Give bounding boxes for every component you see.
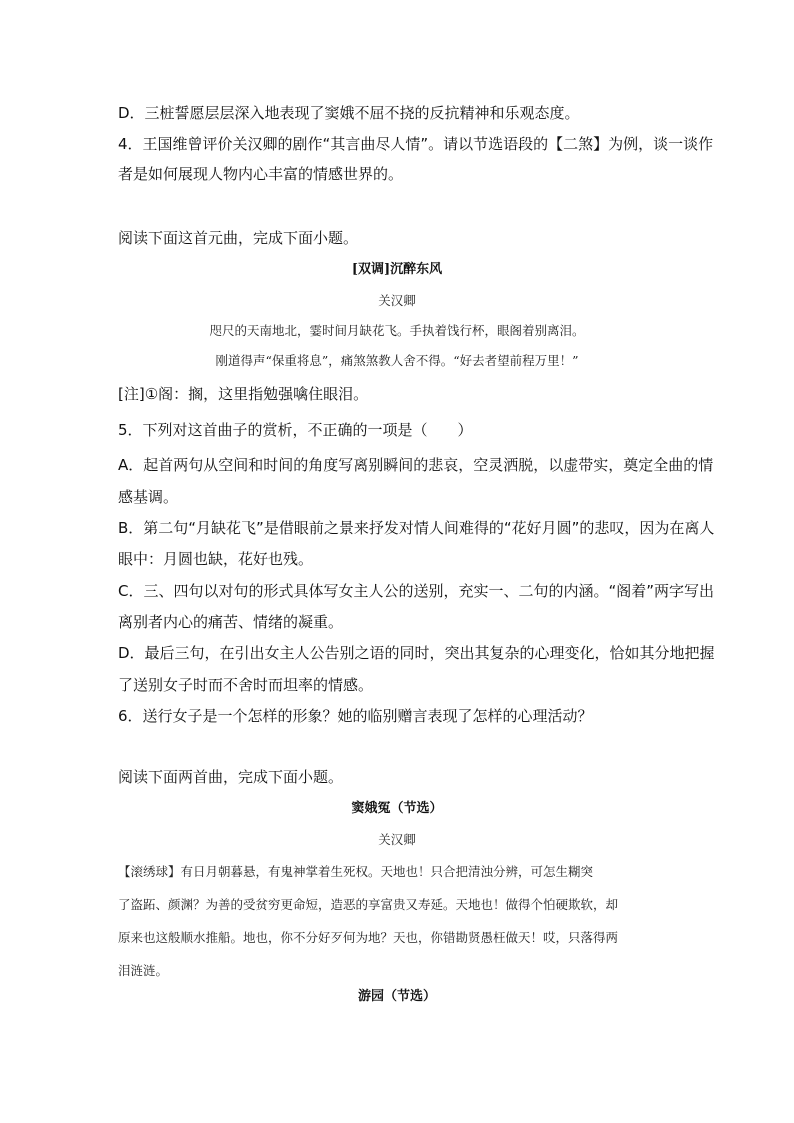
question-5-stem: 5．下列对这首曲子的赏析，不正确的一项是（ ） bbox=[118, 421, 473, 439]
play-2-title: 游园（节选） bbox=[357, 989, 436, 1004]
question-5-option-a-2: 感基调。 bbox=[118, 488, 179, 506]
question-5-option-d-2: 了送别女子时而不舍时而坦率的情感。 bbox=[118, 676, 374, 694]
question-6: 6．送行女子是一个怎样的形象？她的临别赠言表现了怎样的心理活动？ bbox=[118, 707, 593, 725]
play-1-text bbox=[118, 855, 678, 987]
play-1-text-line-4: 泪涟涟。 bbox=[118, 963, 169, 978]
question-4-line-1: 4．王国维曾评价关汉卿的剧作“其言曲尽人情”。请以节选语段的【二煞】为例，谈一谈作 bbox=[118, 135, 714, 153]
question-5-option-d-1: D．最后三句，在引出女主人公告别之语的同时，突出其复杂的心理变化，恰如其分地把握 bbox=[118, 644, 715, 662]
play-1-title: 窦娥冤（节选） bbox=[351, 801, 443, 816]
poem-author: 关汉卿 bbox=[378, 293, 416, 308]
question-5-option-c-1: C．三、四句以对句的形式具体写女主人公的送别，充实一、二句的内涵。“阁着”两字写出 bbox=[118, 582, 715, 600]
question-5-option-b-1: B．第二句“月缺花飞”是借眼前之景来抒发对情人间难得的“花好月圆”的悲叹，因为在离人 bbox=[118, 519, 715, 537]
play-1-author: 关汉卿 bbox=[378, 832, 416, 847]
question-4-line-2: 者是如何展现人物内心丰富的情感世界的。 bbox=[118, 165, 404, 183]
play-1-text-line-3: 原来也这般顺水推船。地也，你不分好歹何为地？天也，你错勘贤愚枉做天！哎，只落得两 bbox=[118, 930, 619, 945]
question-5-option-b-2: 眼中：月圆也缺，花好也残。 bbox=[118, 550, 314, 568]
poem-title: [双调]沉醉东风 bbox=[351, 262, 443, 277]
question-3-option-d: D．三桩誓愿层层深入地表现了窦娥不屈不挠的反抗精神和乐观态度。 bbox=[118, 104, 580, 122]
question-5-option-a-1: A．起首两句从空间和时间的角度写离别瞬间的悲哀，空灵洒脱，以虚带实，奠定全曲的情 bbox=[118, 456, 714, 474]
poem-verse-1: 咫尺的天南地北，霎时间月缺花飞。手执着饯行杯，眼阁着别离泪。 bbox=[209, 323, 585, 338]
play-1-text-line-1: 【滚绣球】有日月朝暮悬，有鬼神掌着生死权。天地也！只合把清浊分辨，可怎生糊突 bbox=[118, 864, 594, 879]
section-3-intro: 阅读下面两首曲，完成下面小题。 bbox=[118, 768, 344, 786]
poem-note: [注]①阁：搁，这里指勉强噙住眼泪。 bbox=[118, 385, 369, 403]
poem-verse-2: 刚道得声“保重将息”，痛煞煞教人舍不得。“好去者望前程万里！” bbox=[215, 353, 579, 368]
play-1-text-line-2: 了盗跖、颜渊？为善的受贫穷更命短，造恶的享富贵又寿延。天地也！做得个怕硬欺软，却 bbox=[118, 897, 619, 912]
section-2-intro: 阅读下面这首元曲，完成下面小题。 bbox=[118, 229, 359, 247]
question-5-option-c-2: 离别者内心的痛苦、情绪的凝重。 bbox=[118, 613, 344, 631]
